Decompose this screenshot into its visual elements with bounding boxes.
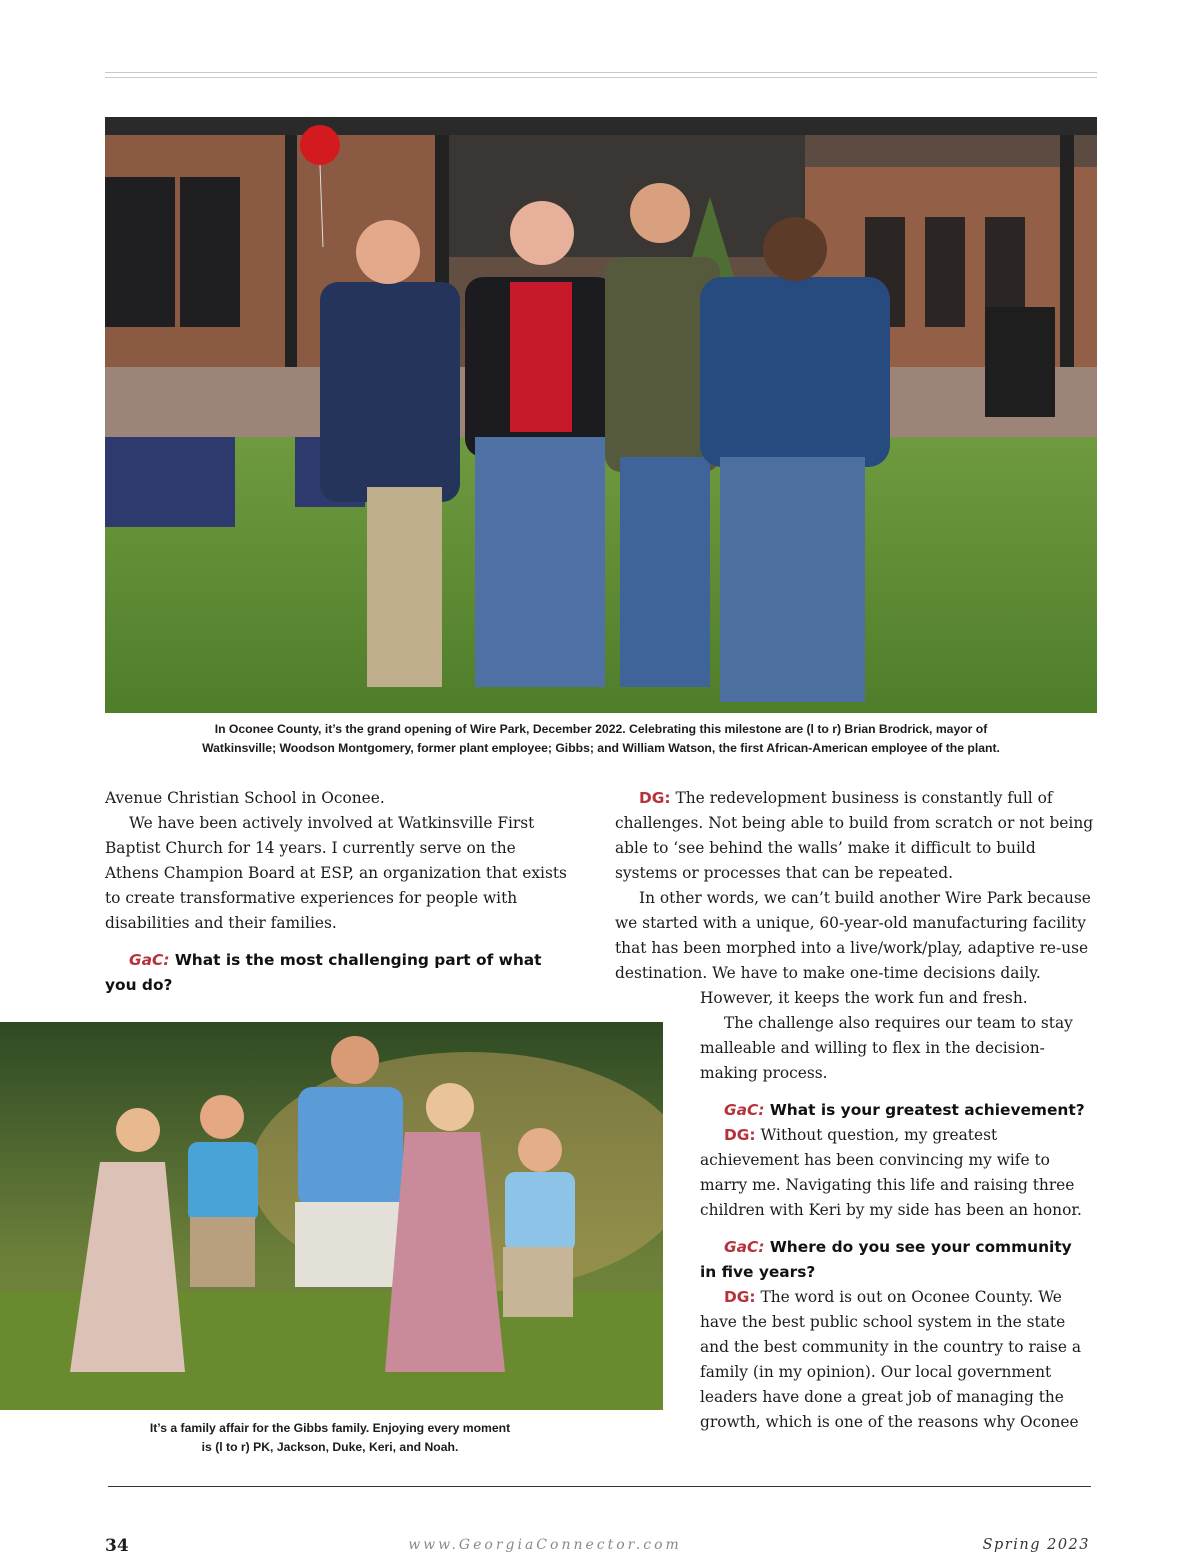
footer-rule: [108, 1486, 1091, 1487]
answer-text: Without question, my greatest achievement has been convincing my wife to marry me. Navigating this life and raising three children with Keri by my side has been an honor.: [700, 1126, 1082, 1219]
caption-line: In Oconee County, it’s the grand opening of Wire Park, December 2022. Celebrating this milestone are (l to r) Brian Brodrick, mayor of: [214, 722, 988, 736]
paragraph: However, it keeps the work fun and fresh.: [700, 989, 1028, 1007]
paragraph: [700, 1285, 1093, 1435]
answer-text: The redevelopment business is constantly full of challenges. Not being able to build from scratch or not being able to ‘see behind the walls’ make it difficult to build systems or processes that can be repeated.: [615, 789, 1094, 882]
question-heading: [700, 1098, 1093, 1123]
caption-line: Watkinsville; Woodson Montgomery, former plant employee; Gibbs; and William Watson, the first African-American employee of the plant.: [202, 741, 1000, 755]
paragraph: [615, 786, 1095, 886]
paragraph: We have been actively involved at Watkinsville First Baptist Church for 14 years. I currently serve on the Athens Champion Board at ESP, an organization that exists to create transformative experiences for people with disabilities and their families.: [105, 814, 567, 932]
question-text: What is your greatest achievement?: [764, 1101, 1085, 1119]
answer-text: The word is out on Oconee County. We have the best public school system in the state and the best community in the country to raise a family (in my opinion). Our local government leaders have done a great job of managing the growth, which is one of the reasons why Oconee: [700, 1288, 1081, 1431]
right-column: [615, 786, 1095, 986]
top-photo-caption: [105, 720, 1097, 758]
header-rule-2: [105, 77, 1097, 78]
question-text: What is the most challenging part of what you do?: [105, 951, 542, 994]
family-photo-caption: [70, 1419, 590, 1457]
paragraph: In other words, we can’t build another Wire Park because we started with a unique, 60-year-old manufacturing facility that has been morphed into a live/work/play, adaptive re-use destination. We have to make one-time decisions daily.: [615, 889, 1091, 982]
dg-tag: DG:: [639, 789, 671, 807]
question-text: Where do you see your community in five years?: [700, 1238, 1072, 1281]
paragraph: [700, 1123, 1093, 1223]
gac-tag: GaC:: [724, 1238, 765, 1256]
header-rule: [105, 72, 1097, 73]
question-heading: [700, 1235, 1093, 1285]
right-lower-column: [700, 986, 1093, 1435]
dg-tag: DG:: [724, 1126, 756, 1144]
caption-line: is (l to r) PK, Jackson, Duke, Keri, and Noah.: [201, 1440, 459, 1454]
left-column: [105, 786, 571, 998]
photo-wire-park-opening: [105, 117, 1097, 713]
caption-line: It’s a family affair for the Gibbs family. Enjoying every moment: [149, 1421, 511, 1435]
page-number: 34: [105, 1536, 129, 1556]
website-link[interactable]: www.GeorgiaConnector.com: [408, 1537, 682, 1553]
question-heading: [105, 948, 571, 998]
gac-tag: GaC:: [724, 1101, 765, 1119]
photo-gibbs-family: [0, 1022, 663, 1410]
paragraph: Avenue Christian School in Oconee.: [105, 789, 385, 807]
paragraph: The challenge also requires our team to stay malleable and willing to flex in the decision-making process.: [700, 1014, 1073, 1082]
gac-tag: GaC:: [129, 951, 170, 969]
dg-tag: DG:: [724, 1288, 756, 1306]
issue-label: Spring 2023: [982, 1537, 1090, 1553]
